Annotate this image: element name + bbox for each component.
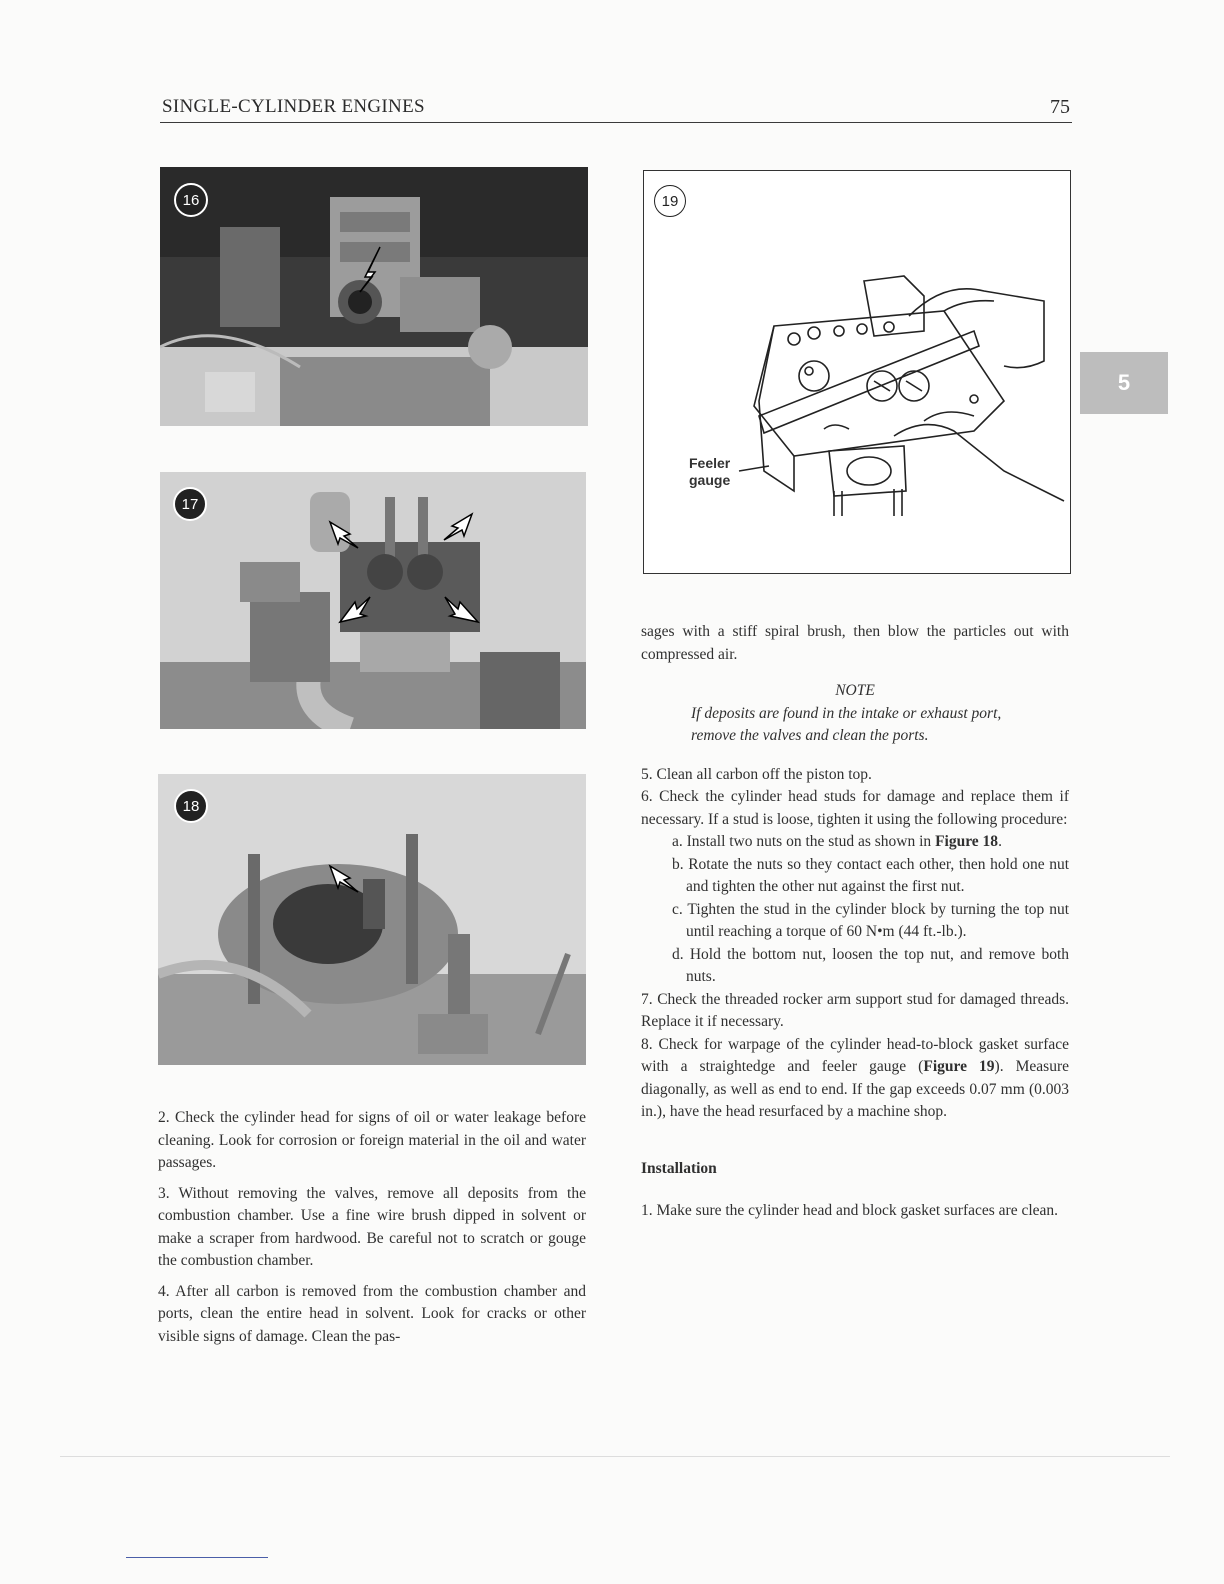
chapter-tab	[1080, 352, 1168, 414]
figure-19-badge: 19	[654, 185, 686, 217]
step-8-text: 8. Check for warpage of the cylinder head-to-block gasket surface with a straightedge and feeler gauge (	[641, 1035, 1069, 1075]
footer-line	[126, 1557, 268, 1558]
substep-a-end: .	[998, 833, 1002, 850]
step-8-text-end: ). Measure diagonally, as well as end to end. If the gap exceeds 0.07 mm (0.003 in.), have the head resurfaced by a machine shop.	[641, 1058, 1070, 1120]
substep-a	[641, 831, 1069, 854]
engine-photo-illustration	[160, 472, 586, 729]
figure-19-diagram	[643, 170, 1071, 574]
left-text-column	[158, 1107, 586, 1348]
paragraph-step-5: 5. Clean all carbon off the piston top.	[641, 765, 872, 783]
paragraph-step-4-continued: sages with a stiff spiral brush, then blow the particles out with compressed air.	[641, 623, 1069, 663]
page-header	[160, 94, 1072, 123]
substep-a-text: a. Install two nuts on the stud as shown in	[672, 833, 936, 850]
figure-18-badge: 18	[174, 789, 208, 823]
paragraph-step-7: 7. Check the threaded rocker arm support stud for damaged threads. Replace it if necessary.	[641, 990, 1069, 1030]
paragraph-step-4: 4. After all carbon is removed from the combustion chamber and ports, clean the entire head in solvent. Look for cracks or other visible signs of damage. Clean the pas-	[158, 1282, 586, 1345]
substep-d: d. Hold the bottom nut, loosen the top nut, and remove both nuts.	[672, 945, 1069, 985]
paragraph-step-3: 3. Without removing the valves, remove all deposits from the combustion chamber. Use a fine wire brush dipped in solvent or make a scraper from hardwood. Be careful not to scratch or gouge the combustion chamber.	[158, 1184, 586, 1269]
installation-step-1: 1. Make sure the cylinder head and block gasket surfaces are clean.	[641, 1202, 1059, 1219]
paragraph-step-2: 2. Check the cylinder head for signs of oil or water leakage before cleaning. Look for corrosion or foreign material in the oil and water passages.	[158, 1109, 586, 1171]
engine-photo-illustration	[160, 167, 588, 426]
figure-18-photo	[158, 774, 586, 1065]
callout-line-2: gauge	[689, 472, 731, 488]
note-title: NOTE	[835, 682, 875, 699]
figure-17-badge: 17	[173, 487, 207, 521]
paragraph-step-8	[641, 1034, 1069, 1124]
page-title: SINGLE-CYLINDER ENGINES	[162, 96, 425, 117]
callout-line-1: Feeler	[689, 455, 731, 471]
figure-19-reference: Figure 19	[923, 1058, 995, 1075]
feeler-gauge-callout	[689, 455, 730, 489]
page-number: 75	[1050, 96, 1070, 118]
section-heading-installation: Installation	[641, 1159, 717, 1177]
engine-photo-illustration	[158, 774, 586, 1065]
figure-16-badge: 16	[174, 183, 208, 217]
chapter-tab-label: 5	[1117, 370, 1131, 395]
figure-16-photo	[160, 167, 588, 426]
figure-18-reference: Figure 18	[935, 833, 999, 850]
cylinder-head-line-drawing	[644, 171, 1070, 573]
figure-17-photo	[160, 472, 586, 729]
right-text-column	[641, 621, 1069, 1223]
note-body: If deposits are found in the intake or exhaust port, remove the valves and clean the ports.	[691, 704, 1002, 744]
substep-b: b. Rotate the nuts so they contact each other, then hold one nut and tighten the other nut against the first nut.	[672, 855, 1069, 895]
bottom-divider	[60, 1456, 1170, 1457]
substep-c: c. Tighten the stud in the cylinder block by turning the top nut until reaching a torque of 60 N•m (44 ft.-lb.).	[672, 900, 1069, 940]
paragraph-step-6: 6. Check the cylinder head studs for damage and replace them if necessary. If a stud is loose, tighten it using the following procedure:	[641, 788, 1069, 828]
